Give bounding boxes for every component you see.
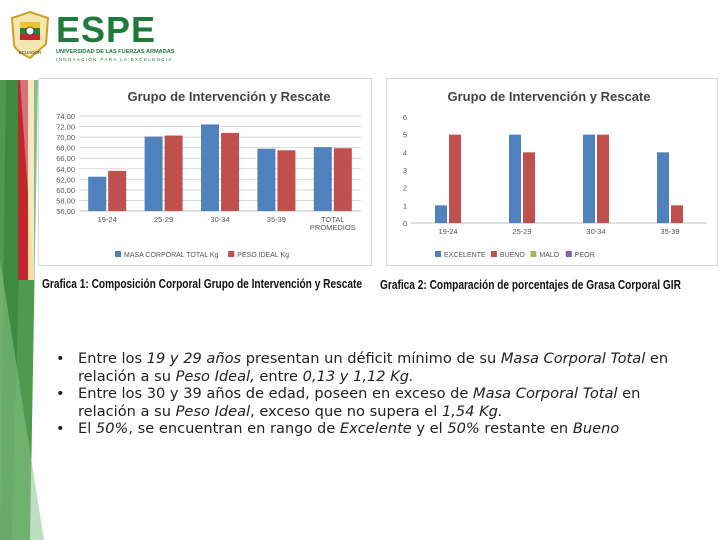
bar xyxy=(201,124,219,211)
bar xyxy=(257,149,275,211)
header xyxy=(0,0,720,72)
chart-2-svg xyxy=(387,79,717,265)
slogan: INNOVACIÓN PARA LA EXCELENCIA xyxy=(56,57,173,62)
chart-1-title: Grupo de Intervención y Rescate xyxy=(127,89,331,104)
y-tick-label: 60,00 xyxy=(56,185,75,195)
bar xyxy=(221,133,239,211)
y-tick-label: 3 xyxy=(402,166,407,175)
chart-2-caption: Grafica 2: Comparación de porcentajes de Grasa Corporal GIR xyxy=(380,277,681,292)
bar xyxy=(657,152,669,223)
x-tick-label: 19-24 xyxy=(97,215,117,224)
legend-swatch xyxy=(530,251,536,257)
legend-label: PEOR xyxy=(574,252,595,259)
bar xyxy=(314,147,332,211)
legend-swatch xyxy=(228,251,234,257)
bar xyxy=(449,135,461,223)
y-tick-label: 64,00 xyxy=(56,164,75,174)
bar xyxy=(334,148,352,211)
legend-label: MALO xyxy=(539,252,560,259)
bar xyxy=(435,205,447,223)
legend-label: MASA CORPORAL TOTAL Kg xyxy=(124,252,219,259)
bar xyxy=(671,205,683,223)
y-tick-label: 0 xyxy=(402,219,407,228)
legend-swatch xyxy=(435,251,441,257)
y-tick-label: 4 xyxy=(402,148,407,158)
y-tick-label: 68,00 xyxy=(56,143,75,153)
y-tick-label: 70,00 xyxy=(56,133,75,143)
x-tick-label: 19-24 xyxy=(438,227,458,236)
x-tick-label: 25-29 xyxy=(154,215,174,224)
x-tick-label: 30-34 xyxy=(586,227,606,236)
legend-swatch xyxy=(115,251,121,257)
legend-swatch xyxy=(566,251,572,257)
y-tick-label: 6 xyxy=(402,113,407,122)
bullet-item-2: • Entre los 30 y 39 años de edad, poseen en exceso de Masa Corporal Total en relación a su Peso Ideal, exceso que no supera el 1,54 Kg. xyxy=(56,385,641,420)
svg-text:ECUADOR: ECUADOR xyxy=(18,50,42,55)
bullet-dot-icon: • xyxy=(56,350,65,367)
y-tick-label: 58,00 xyxy=(56,196,75,206)
brand-name: ESPE xyxy=(56,12,157,50)
bar xyxy=(523,152,535,223)
y-tick-label: 62,00 xyxy=(56,175,75,185)
bullet-item-3: • El 50%, se encuentran en rango de Excelente y el 50% restante en Bueno xyxy=(56,420,620,437)
bar xyxy=(277,150,295,211)
legend-swatch xyxy=(491,251,497,257)
x-tick-label: 35-39 xyxy=(660,227,680,236)
y-tick-label: 66,00 xyxy=(56,154,75,164)
x-tick-label: 30-34 xyxy=(210,215,230,224)
chart-2 xyxy=(386,78,718,266)
y-tick-label: 5 xyxy=(402,130,407,140)
x-tick-label: PROMEDIOS xyxy=(309,223,356,232)
bullet-list xyxy=(50,350,700,438)
chart-2-title: Grupo de Intervención y Rescate xyxy=(447,89,651,104)
bar xyxy=(108,171,126,211)
chart-1-caption: Grafica 1: Composición Corporal Grupo de Intervención y Rescate xyxy=(42,276,363,291)
y-tick-label: 74,00 xyxy=(56,112,75,121)
chart-1 xyxy=(38,78,372,266)
bar xyxy=(509,135,521,223)
university-name: UNIVERSIDAD DE LAS FUERZAS ARMADAS xyxy=(56,49,175,55)
x-tick-label: 35-39 xyxy=(266,215,286,224)
x-tick-label: TOTAL xyxy=(321,215,345,224)
y-tick-label: 72,00 xyxy=(56,122,75,132)
bar xyxy=(88,177,106,211)
legend-label: EXCELENTE xyxy=(444,252,486,259)
y-tick-label: 56,00 xyxy=(56,207,75,216)
bar xyxy=(145,137,163,211)
chart-1-svg xyxy=(39,79,371,265)
bar xyxy=(597,135,609,223)
bullet-dot-icon: • xyxy=(56,420,65,437)
legend-label: PESO IDEAL Kg xyxy=(237,252,290,259)
legend-label: BUENO xyxy=(499,252,525,259)
bullet-dot-icon: • xyxy=(56,385,65,402)
y-tick-label: 1 xyxy=(402,201,407,211)
y-tick-label: 2 xyxy=(402,183,407,193)
university-seal-icon xyxy=(8,10,52,60)
x-tick-label: 25-29 xyxy=(512,227,532,236)
bar xyxy=(165,136,183,211)
espe-logo xyxy=(54,12,194,62)
bar xyxy=(583,135,595,223)
bullet-item-1: • Entre los 19 y 29 años presentan un déficit mínimo de su Masa Corporal Total en relación a su Peso Ideal, entre 0,13 y 1,12 Kg. xyxy=(56,350,669,385)
